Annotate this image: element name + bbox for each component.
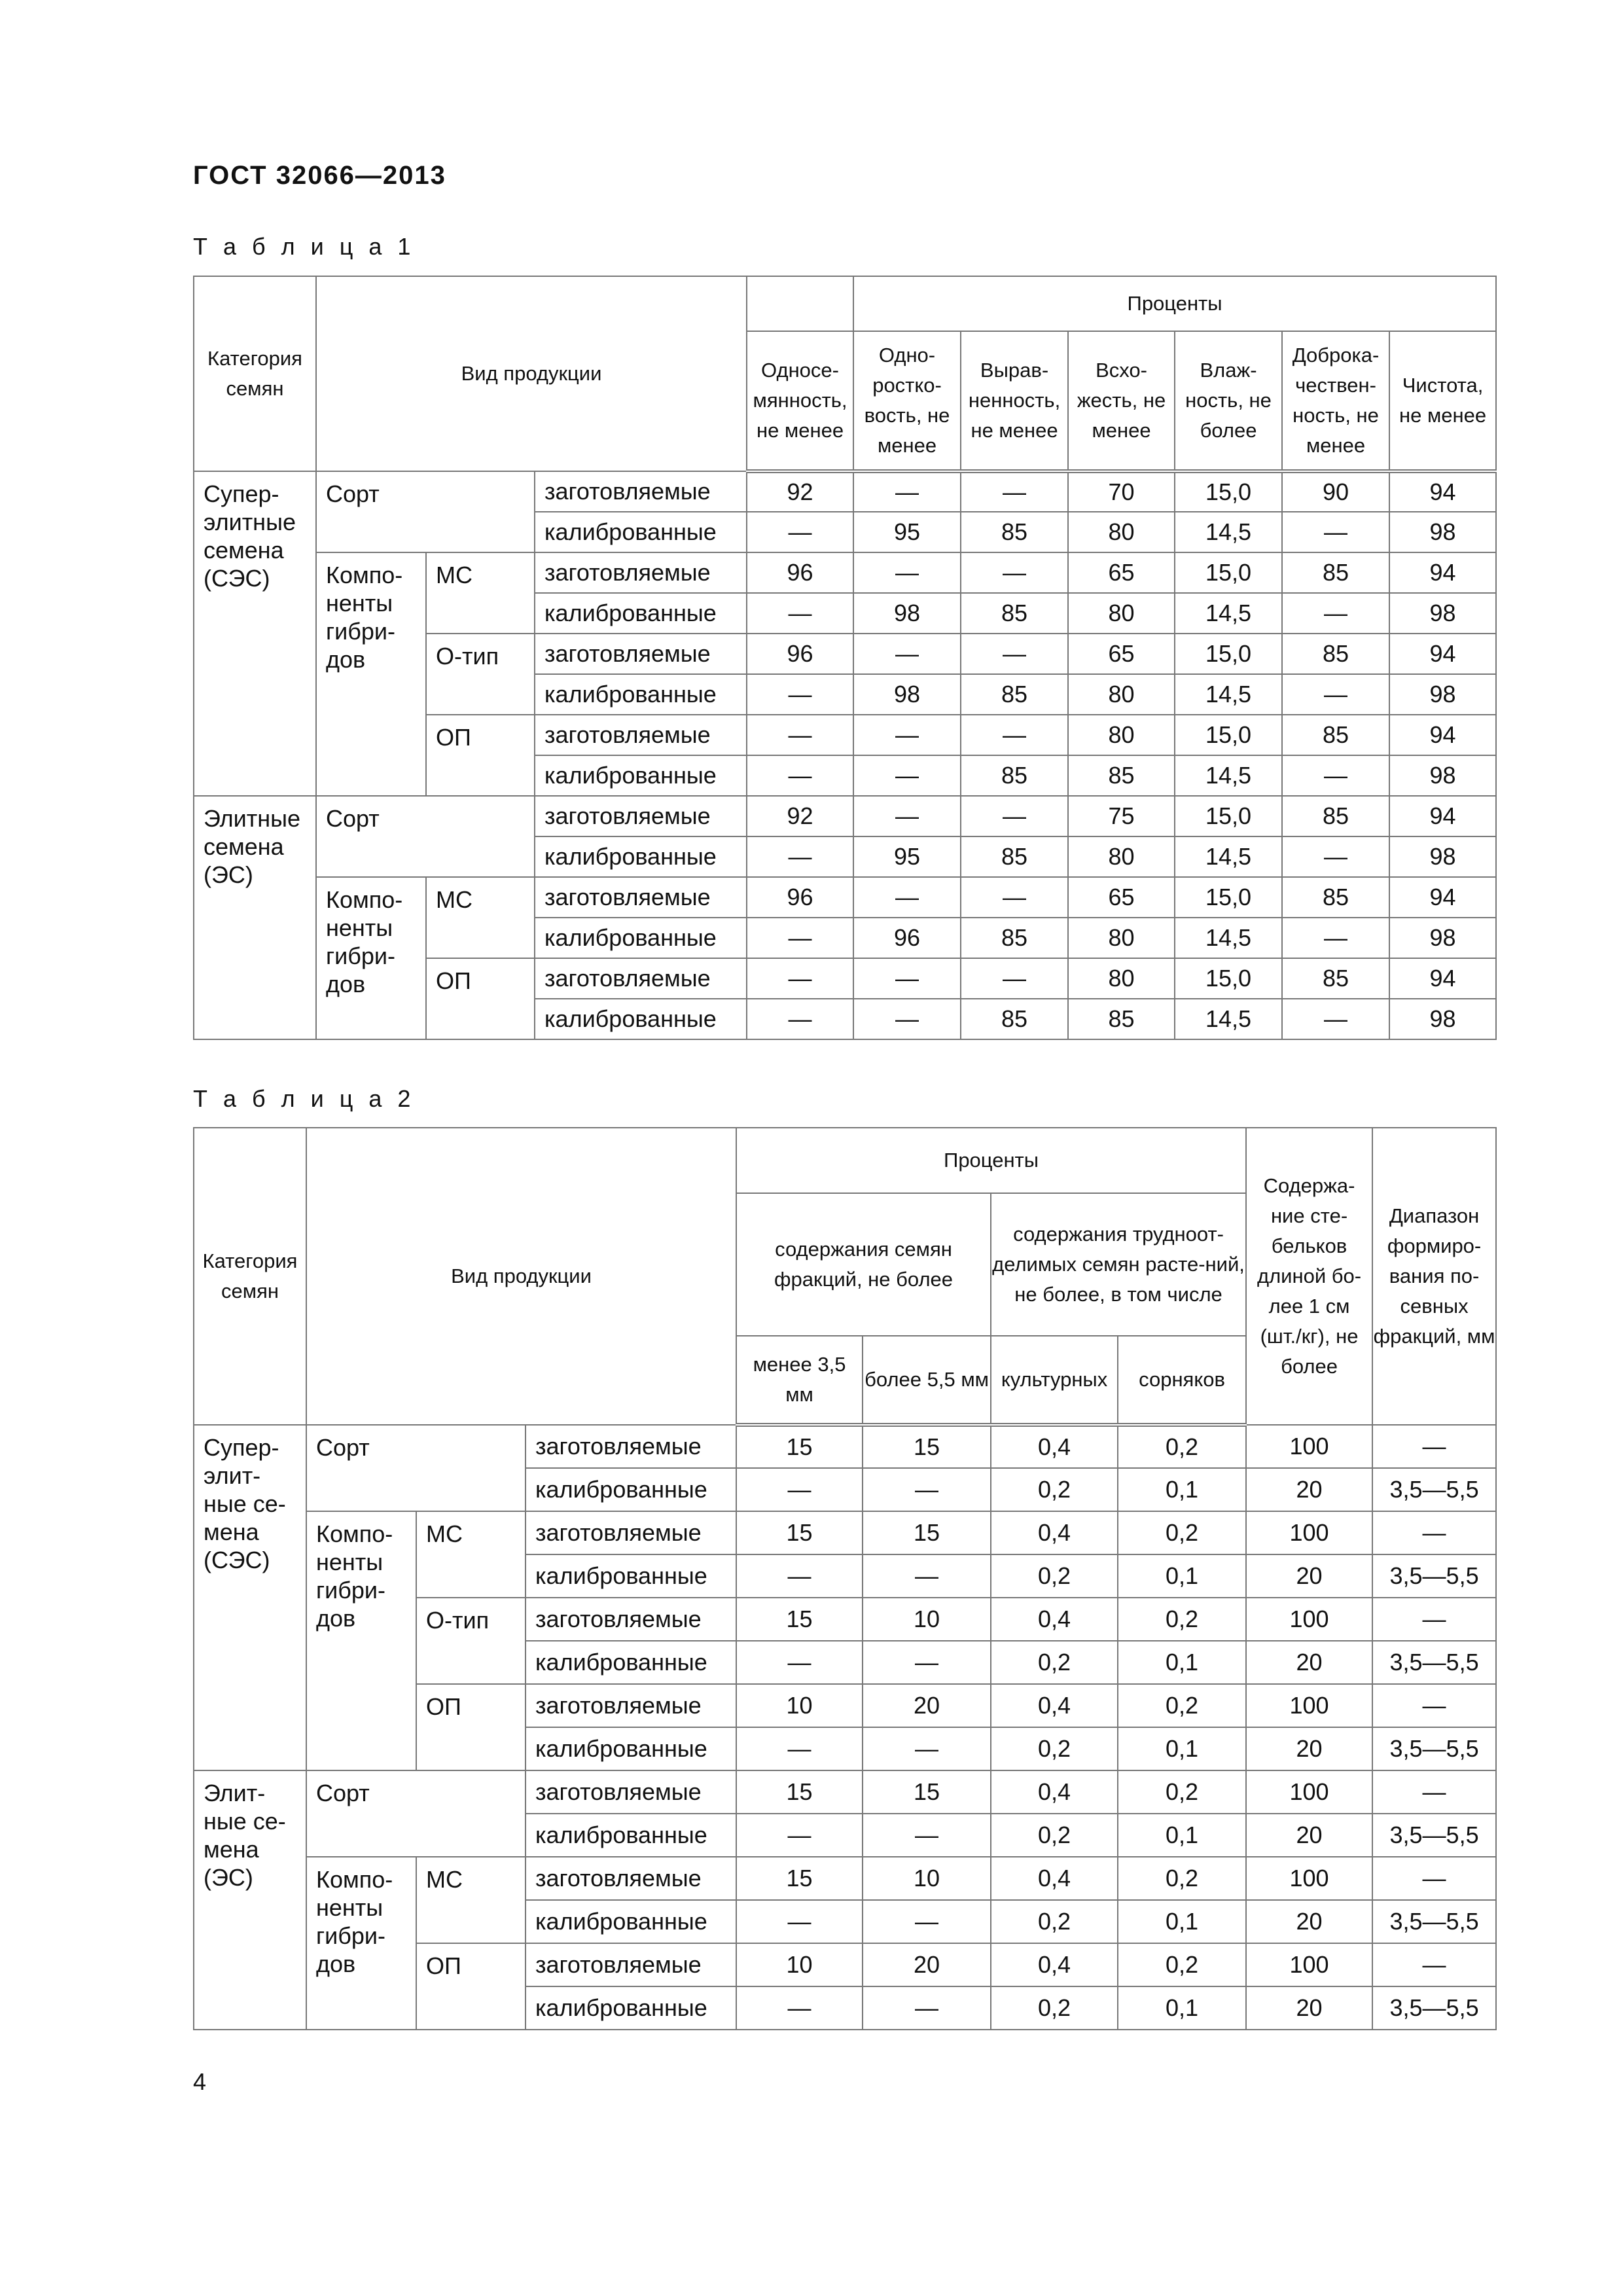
t2-cell: —	[1372, 1943, 1496, 1986]
t2-cell: 15	[736, 1770, 863, 1814]
t2-cell: —	[736, 1641, 863, 1684]
t1-cell: —	[747, 674, 853, 715]
t2-header-more: более 5,5 мм	[863, 1336, 991, 1425]
t2-cell: —	[736, 1814, 863, 1857]
t2-header-hard: содержания трудноот-делимых семян расте-ний, не более, в том числе	[991, 1193, 1246, 1336]
t1-cell: 85	[1282, 877, 1389, 918]
t1-cell: 85	[961, 836, 1068, 877]
t2-cell: 0,2	[1118, 1943, 1246, 1986]
t2-cell: 0,2	[1118, 1425, 1246, 1468]
t1-kind: заготовляемые	[535, 715, 747, 755]
t1-header-col: Всхо-жесть, не менее	[1068, 331, 1175, 471]
t1-kind: калиброванные	[535, 755, 747, 796]
t1-cell: —	[853, 471, 961, 512]
t1-header-col: Чистота, не менее	[1389, 331, 1496, 471]
t1-kind: калиброванные	[535, 674, 747, 715]
t1-cell: 14,5	[1175, 918, 1282, 958]
t1-cell: 15,0	[1175, 958, 1282, 999]
t1-sort: Сорт	[316, 471, 535, 552]
t2-cell: 10	[863, 1598, 991, 1641]
t2-cell: 15	[736, 1425, 863, 1468]
t1-cell: 15,0	[1175, 471, 1282, 512]
t1-cell: 14,5	[1175, 755, 1282, 796]
t2-kind: калиброванные	[526, 1641, 736, 1684]
t2-cell: 0,1	[1118, 1814, 1246, 1857]
t1-cell: —	[1282, 755, 1389, 796]
t2-header-range: Диапазон формиро-вания по-севных фракций, мм	[1372, 1128, 1496, 1425]
t1-cell: —	[853, 715, 961, 755]
t2-cell: 20	[1246, 1900, 1372, 1943]
t1-cell: 94	[1389, 877, 1496, 918]
t1-cell: —	[853, 999, 961, 1039]
t2-cell: 100	[1246, 1425, 1372, 1468]
t1-cell: —	[961, 634, 1068, 674]
page-number: 4	[193, 2068, 207, 2095]
t1-cell: 65	[1068, 634, 1175, 674]
t1-cell: —	[853, 796, 961, 836]
t1-kind: калиброванные	[535, 918, 747, 958]
t2-kind: заготовляемые	[526, 1425, 736, 1468]
t2-cell: —	[736, 1986, 863, 2030]
t1-cell: 98	[1389, 512, 1496, 552]
t1-type-ms: МС	[426, 552, 535, 634]
t1-components: Компо-ненты гибри-дов	[316, 877, 426, 1039]
t2-cell: 3,5—5,5	[1372, 1727, 1496, 1770]
t2-cell: —	[1372, 1770, 1496, 1814]
t1-cell: 80	[1068, 958, 1175, 999]
t2-sort: Сорт	[306, 1425, 526, 1511]
t2-cell: 20	[1246, 1554, 1372, 1598]
t2-cell: —	[1372, 1425, 1496, 1468]
t2-cell: —	[863, 1814, 991, 1857]
table-2	[193, 1127, 1497, 2030]
t1-cell: 15,0	[1175, 877, 1282, 918]
t1-cell: 80	[1068, 836, 1175, 877]
table1-caption: Т а б л и ц а 1	[193, 233, 416, 260]
t1-type-op: ОП	[426, 715, 535, 796]
t1-cell: 95	[853, 512, 961, 552]
t1-type-op: ОП	[426, 958, 535, 1039]
t2-cell: 3,5—5,5	[1372, 1468, 1496, 1511]
t2-header-less: менее 3,5 мм	[736, 1336, 863, 1425]
t1-cell: 98	[1389, 593, 1496, 634]
t1-type-ms: МС	[426, 877, 535, 958]
t1-cell: 96	[747, 552, 853, 593]
t1-cell: —	[1282, 918, 1389, 958]
t2-cell: 20	[1246, 1468, 1372, 1511]
t2-cell: —	[736, 1900, 863, 1943]
t2-cell: 10	[863, 1857, 991, 1900]
t2-cell: 0,4	[991, 1425, 1118, 1468]
t2-cell: 0,2	[1118, 1598, 1246, 1641]
t2-cell: 15	[863, 1425, 991, 1468]
t2-header-category: Категория семян	[194, 1128, 306, 1425]
t2-cell: 0,4	[991, 1943, 1118, 1986]
t2-cell: 0,1	[1118, 1641, 1246, 1684]
t1-category-ses: Супер-элитные семена (СЭС)	[194, 471, 316, 796]
t2-cell: 0,2	[991, 1814, 1118, 1857]
t2-cell: —	[736, 1554, 863, 1598]
t1-cell: 98	[1389, 674, 1496, 715]
t1-cell: 75	[1068, 796, 1175, 836]
t1-header-col: Доброка-чествен-ность, не менее	[1282, 331, 1389, 471]
t1-cell: —	[1282, 674, 1389, 715]
t1-cell: 96	[853, 918, 961, 958]
t1-cell: 90	[1282, 471, 1389, 512]
t2-cell: 100	[1246, 1943, 1372, 1986]
t2-cell: 0,2	[991, 1641, 1118, 1684]
t2-cell: 0,1	[1118, 1986, 1246, 2030]
t1-cell: 15,0	[1175, 552, 1282, 593]
t2-cell: 0,2	[991, 1900, 1118, 1943]
t2-kind: заготовляемые	[526, 1511, 736, 1554]
t2-cell: 3,5—5,5	[1372, 1900, 1496, 1943]
t2-type-otip: О-тип	[416, 1598, 526, 1684]
t1-cell: 85	[961, 755, 1068, 796]
t2-cell: —	[863, 1727, 991, 1770]
t1-cell: —	[747, 836, 853, 877]
t1-cell: —	[853, 958, 961, 999]
t1-cell: 95	[853, 836, 961, 877]
t1-cell: —	[747, 715, 853, 755]
t1-kind: калиброванные	[535, 999, 747, 1039]
t1-cell: 14,5	[1175, 674, 1282, 715]
t2-cell: 15	[736, 1857, 863, 1900]
t1-cell: 80	[1068, 593, 1175, 634]
t1-cell: 85	[1282, 634, 1389, 674]
t1-cell: —	[961, 877, 1068, 918]
t1-cell: —	[853, 552, 961, 593]
t2-cell: 0,1	[1118, 1900, 1246, 1943]
t1-cell: 65	[1068, 552, 1175, 593]
t1-cell: —	[961, 552, 1068, 593]
t1-cell: —	[1282, 512, 1389, 552]
t1-cell: 14,5	[1175, 593, 1282, 634]
t2-header-fractions: содержания семян фракций, не более	[736, 1193, 991, 1336]
t2-cell: 100	[1246, 1857, 1372, 1900]
t2-header-percents: Проценты	[736, 1128, 1246, 1193]
t1-cell: 85	[1282, 796, 1389, 836]
t1-cell: 85	[1068, 999, 1175, 1039]
t1-cell: —	[853, 755, 961, 796]
t1-cell: —	[961, 796, 1068, 836]
t1-cell: 85	[961, 674, 1068, 715]
t1-cell: —	[961, 715, 1068, 755]
t1-cell: —	[961, 471, 1068, 512]
t1-cell: 65	[1068, 877, 1175, 918]
t1-components: Компо-ненты гибри-дов	[316, 552, 426, 796]
t1-cell: —	[747, 999, 853, 1039]
t2-cell: 0,4	[991, 1684, 1118, 1727]
t1-cell: 85	[1282, 715, 1389, 755]
t1-cell: —	[1282, 999, 1389, 1039]
t2-cell: 20	[1246, 1727, 1372, 1770]
t1-cell: 96	[747, 634, 853, 674]
t2-cell: 0,2	[991, 1468, 1118, 1511]
t2-cell: 3,5—5,5	[1372, 1986, 1496, 2030]
t1-cell: 85	[1282, 552, 1389, 593]
t2-header-stems: Содержа-ние сте-бельков длиной бо-лее 1 см (шт./кг), не более	[1246, 1128, 1372, 1425]
t2-cell: 10	[736, 1943, 863, 1986]
t2-type-op: ОП	[416, 1684, 526, 1770]
t2-cell: 20	[863, 1684, 991, 1727]
t2-kind: заготовляемые	[526, 1770, 736, 1814]
t2-cell: 3,5—5,5	[1372, 1641, 1496, 1684]
t1-kind: заготовляемые	[535, 958, 747, 999]
t2-kind: калиброванные	[526, 1727, 736, 1770]
t1-header-col: Односе-мянность, не менее	[747, 331, 853, 471]
t2-cell: 0,2	[991, 1727, 1118, 1770]
t1-sort: Сорт	[316, 796, 535, 877]
t2-kind: заготовляемые	[526, 1857, 736, 1900]
t2-cell: 10	[736, 1684, 863, 1727]
t1-cell: —	[1282, 836, 1389, 877]
t2-header-weeds: сорняков	[1118, 1336, 1246, 1425]
t1-header-col: Одно-ростко-вость, не менее	[853, 331, 961, 471]
t2-cell: —	[863, 1554, 991, 1598]
t1-header-col: Влаж-ность, не более	[1175, 331, 1282, 471]
t1-cell: 14,5	[1175, 999, 1282, 1039]
t2-cell: 100	[1246, 1684, 1372, 1727]
t2-cell: 15	[863, 1511, 991, 1554]
t1-cell: 98	[853, 593, 961, 634]
t2-kind: калиброванные	[526, 1468, 736, 1511]
t1-cell: 15,0	[1175, 634, 1282, 674]
t1-cell: 85	[1068, 755, 1175, 796]
t1-cell: 14,5	[1175, 836, 1282, 877]
t1-header-category: Категория семян	[194, 276, 316, 471]
t2-cell: —	[736, 1468, 863, 1511]
t2-components: Компо-ненты гибри-дов	[306, 1857, 416, 2030]
t1-cell: —	[747, 593, 853, 634]
t1-cell: 98	[1389, 918, 1496, 958]
t2-cell: 0,2	[991, 1986, 1118, 2030]
t2-cell: —	[863, 1641, 991, 1684]
t1-cell: 94	[1389, 796, 1496, 836]
t2-cell: 15	[863, 1770, 991, 1814]
t2-kind: калиброванные	[526, 1986, 736, 2030]
t1-cell: 96	[747, 877, 853, 918]
t1-cell: —	[853, 634, 961, 674]
t1-kind: калиброванные	[535, 593, 747, 634]
t1-cell: 80	[1068, 715, 1175, 755]
t1-cell: 94	[1389, 634, 1496, 674]
t2-category-ses: Супер-элит-ные се-мена (СЭС)	[194, 1425, 306, 1770]
t1-cell: 80	[1068, 512, 1175, 552]
t2-cell: 0,2	[1118, 1770, 1246, 1814]
t2-cell: 0,4	[991, 1857, 1118, 1900]
t1-kind: заготовляемые	[535, 552, 747, 593]
t2-cell: 0,1	[1118, 1727, 1246, 1770]
t1-cell: 85	[961, 512, 1068, 552]
t2-cell: 0,1	[1118, 1468, 1246, 1511]
t1-cell: —	[747, 755, 853, 796]
t1-cell: 92	[747, 796, 853, 836]
t2-cell: 20	[1246, 1986, 1372, 2030]
t1-header-product: Вид продукции	[316, 276, 747, 471]
t2-cell: 3,5—5,5	[1372, 1814, 1496, 1857]
t2-cell: 0,1	[1118, 1554, 1246, 1598]
t2-cell: —	[863, 1468, 991, 1511]
t2-cell: 15	[736, 1598, 863, 1641]
t1-cell: 85	[961, 918, 1068, 958]
t1-cell: 94	[1389, 471, 1496, 512]
t2-category-es: Элит-ные се-мена (ЭС)	[194, 1770, 306, 2030]
t2-cell: 0,2	[1118, 1684, 1246, 1727]
t2-cell: 100	[1246, 1770, 1372, 1814]
t1-cell: 85	[961, 999, 1068, 1039]
t2-kind: заготовляемые	[526, 1684, 736, 1727]
t1-header-percents: Проценты	[853, 276, 1496, 331]
t2-cell: 3,5—5,5	[1372, 1554, 1496, 1598]
t2-type-ms: МС	[416, 1511, 526, 1598]
t2-cell: —	[736, 1727, 863, 1770]
t1-header-blank	[747, 276, 853, 331]
t2-cell: 0,2	[991, 1554, 1118, 1598]
table2-caption: Т а б л и ц а 2	[193, 1085, 416, 1112]
t2-cell: —	[863, 1900, 991, 1943]
t1-cell: 92	[747, 471, 853, 512]
t1-kind: заготовляемые	[535, 877, 747, 918]
t1-cell: 80	[1068, 674, 1175, 715]
t2-cell: —	[1372, 1857, 1496, 1900]
t1-cell: —	[961, 958, 1068, 999]
t1-cell: 85	[1282, 958, 1389, 999]
t1-kind: калиброванные	[535, 836, 747, 877]
t1-kind: калиброванные	[535, 512, 747, 552]
t2-cell: 0,4	[991, 1598, 1118, 1641]
t1-kind: заготовляемые	[535, 471, 747, 512]
t2-cell: 20	[1246, 1641, 1372, 1684]
t2-cell: —	[863, 1986, 991, 2030]
t2-cell: 20	[863, 1943, 991, 1986]
t1-cell: 94	[1389, 715, 1496, 755]
t1-cell: 98	[1389, 755, 1496, 796]
t2-cell: —	[1372, 1598, 1496, 1641]
t2-cell: —	[1372, 1684, 1496, 1727]
t1-kind: заготовляемые	[535, 796, 747, 836]
t1-cell: 80	[1068, 918, 1175, 958]
t2-header-product: Вид продукции	[306, 1128, 736, 1425]
t2-header-cultivated: культурных	[991, 1336, 1118, 1425]
t2-kind: заготовляемые	[526, 1943, 736, 1986]
t2-type-op: ОП	[416, 1943, 526, 2030]
t1-cell: 98	[853, 674, 961, 715]
t1-cell: 70	[1068, 471, 1175, 512]
t2-cell: 0,2	[1118, 1857, 1246, 1900]
t2-cell: 100	[1246, 1511, 1372, 1554]
t1-cell: 85	[961, 593, 1068, 634]
t1-cell: —	[747, 512, 853, 552]
table-1	[193, 276, 1497, 1040]
t1-cell: 98	[1389, 836, 1496, 877]
t2-components: Компо-ненты гибри-дов	[306, 1511, 416, 1770]
document-title: ГОСТ 32066—2013	[193, 161, 446, 190]
t2-kind: калиброванные	[526, 1814, 736, 1857]
t1-cell: —	[853, 877, 961, 918]
t1-cell: 98	[1389, 999, 1496, 1039]
t2-cell: 0,4	[991, 1511, 1118, 1554]
t2-cell: 20	[1246, 1814, 1372, 1857]
t1-header-col: Вырав-ненность, не менее	[961, 331, 1068, 471]
t1-cell: 15,0	[1175, 715, 1282, 755]
t2-sort: Сорт	[306, 1770, 526, 1857]
t1-kind: заготовляемые	[535, 634, 747, 674]
t1-cell: 15,0	[1175, 796, 1282, 836]
t1-cell: 14,5	[1175, 512, 1282, 552]
t1-type-otip: О-тип	[426, 634, 535, 715]
t2-kind: калиброванные	[526, 1554, 736, 1598]
t2-kind: заготовляемые	[526, 1598, 736, 1641]
t1-cell: —	[747, 918, 853, 958]
t2-type-ms: МС	[416, 1857, 526, 1943]
t2-cell: 100	[1246, 1598, 1372, 1641]
t2-cell: 0,2	[1118, 1511, 1246, 1554]
t1-cell: 94	[1389, 958, 1496, 999]
t2-cell: —	[1372, 1511, 1496, 1554]
t2-cell: 15	[736, 1511, 863, 1554]
t1-cell: 94	[1389, 552, 1496, 593]
t1-cell: —	[1282, 593, 1389, 634]
t1-cell: —	[747, 958, 853, 999]
t2-kind: калиброванные	[526, 1900, 736, 1943]
t2-cell: 0,4	[991, 1770, 1118, 1814]
t1-category-es: Элитные семена (ЭС)	[194, 796, 316, 1039]
